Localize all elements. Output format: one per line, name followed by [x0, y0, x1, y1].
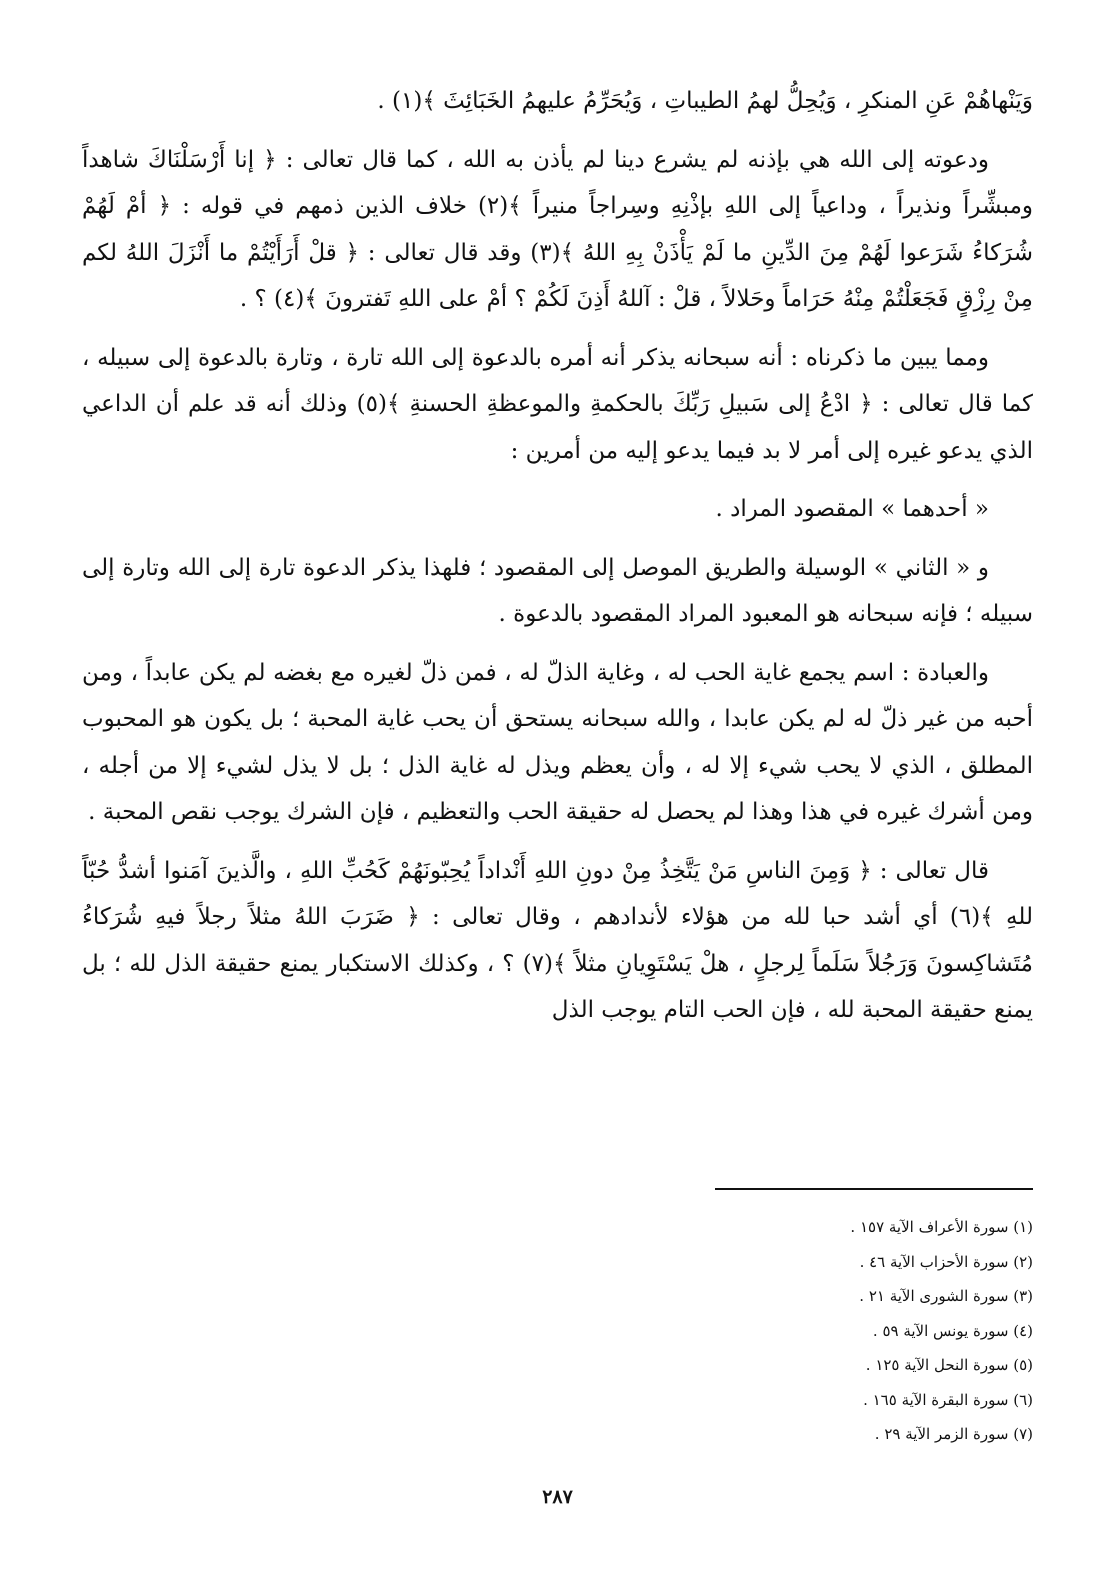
paragraph-love-of-god: قال تعالى : ﴿ وَمِنَ الناسِ مَنْ يَتَّخِذُ مِنْ دونِ اللهِ أَنْداداً يُحِبّونَهُمْ كَحُبِّ اللهِ ، والَّذينَ آمَنوا أشدُّ حُبّاً للهِ ﴾(٦) أي أشد حبا لله من هؤلاء لأندادهم ، وقال تعالى : ﴿ ضَرَبَ اللهُ مثلاً رجلاً فيهِ شُرَكاءُ مُتَشاكِسونَ وَرَجُلاً سَلَماً لِرجلٍ ، هلْ يَسْتَوِيانِ مثلاً ﴾(٧) ؟ ، وكذلك الاستكبار يمنع حقيقة الذل لله ؛ بل يمنع حقيقة المحبة لله ، فإن الحب التام يوجب الذل [82, 857, 1033, 1023]
footnotes-list [82, 1210, 1033, 1452]
footnote-1: (١) سورة الأعراف الآية ١٥٧ . [850, 1218, 1033, 1236]
footnote-divider [715, 1188, 1033, 1190]
footnote-2: (٢) سورة الأحزاب الآية ٤٦ . [859, 1252, 1033, 1271]
main-text [82, 78, 1033, 1046]
paragraph-call-by-permission: ودعوته إلى الله هي بإذنه لم يشرع دينا لم يأذن به الله ، كما قال تعالى : ﴿ إنا أَرْسَلْنَاكَ شاهداً ومبشِّراً ونذيراً ، وداعياً إلى اللهِ بإذْنِهِ وسِراجاً منيراً ﴾(٢) خلاف الذين ذمهم في قوله : ﴿ أمْ لَهُمْ شُرَكاءُ شَرَعوا لَهُمْ مِنَ الدِّينِ ما لَمْ يَأْذَنْ بِهِ اللهُ ﴾(٣) وقد قال تعالى : ﴿ قلْ أَرَأَيْتُمْ ما أَنْزَلَ اللهُ لكم مِنْ رِزْقٍ فَجَعَلْتُمْ مِنْهُ حَرَاماً وحَلالاً ، قلْ : آللهُ أَذِنَ لَكُمْ ؟ أمْ على اللهِ تَفترونَ ﴾(٤) ؟ . [82, 146, 1034, 312]
footnote-3: (٣) سورة الشورى الآية ٢١ . [859, 1287, 1033, 1305]
paragraph-second-matter: و « الثاني » الوسيلة والطريق الموصل إلى المقصود ؛ فلهذا يذكر الدعوة تارة إلى الله وتارة إلى سبيله ؛ فإنه سبحانه هو المعبود المراد المقصود بالدعوة . [82, 554, 1033, 627]
paragraph-worship-definition: والعبادة : اسم يجمع غاية الحب له ، وغاية الذلّ له ، فمن ذلّ لغيره مع بغضه لم يكن عابداً ، ومن أحبه من غير ذلّ له لم يكن عابدا ، والله سبحانه يستحق أن يحب غاية المحبة ؛ بل يكون هو المحبوب المطلق ، الذي لا يحب شيء إلا له ، وأن يعظم ويذل له غاية الذل ؛ بل لا يذل لشيء إلا من أجله ، ومن أشرك غيره في هذا وهذا لم يحصل له حقيقة الحب والتعظيم ، فإن الشرك يوجب نقص المحبة . [82, 659, 1033, 825]
paragraph-continuation: وَيَنْهاهُمْ عَنِ المنكرِ ، وَيُحِلُّ لهمُ الطيباتِ ، وَيُحَرِّمُ عليهمُ الخَبَائِثَ ﴾(١) . [377, 88, 1033, 114]
paragraph-first-matter: « أحدهما » المقصود المراد . [715, 496, 989, 522]
footnote-7: (٧) سورة الزمر الآية ٢٩ . [874, 1425, 1033, 1443]
paragraph-call-to-path: ومما يبين ما ذكرناه : أنه سبحانه يذكر أنه أمره بالدعوة إلى الله تارة ، وتارة بالدعوة إلى سبيله ، كما قال تعالى : ﴿ ادْعُ إلى سَبيلِ رَبِّكَ بالحكمةِ والموعظةِ الحسنةِ ﴾(٥) وذلك أنه قد علم أن الداعي الذي يدعو غيره إلى أمر لا بد فيما يدعو إليه من أمرين : [82, 344, 1033, 464]
footnote-5: (٥) سورة النحل الآية ١٢٥ . [865, 1356, 1033, 1374]
footnote-4: (٤) سورة يونس الآية ٥٩ . [872, 1321, 1033, 1340]
page-number: ٢٨٧ [542, 1486, 573, 1508]
footnote-6: (٦) سورة البقرة الآية ١٦٥ . [863, 1390, 1033, 1409]
